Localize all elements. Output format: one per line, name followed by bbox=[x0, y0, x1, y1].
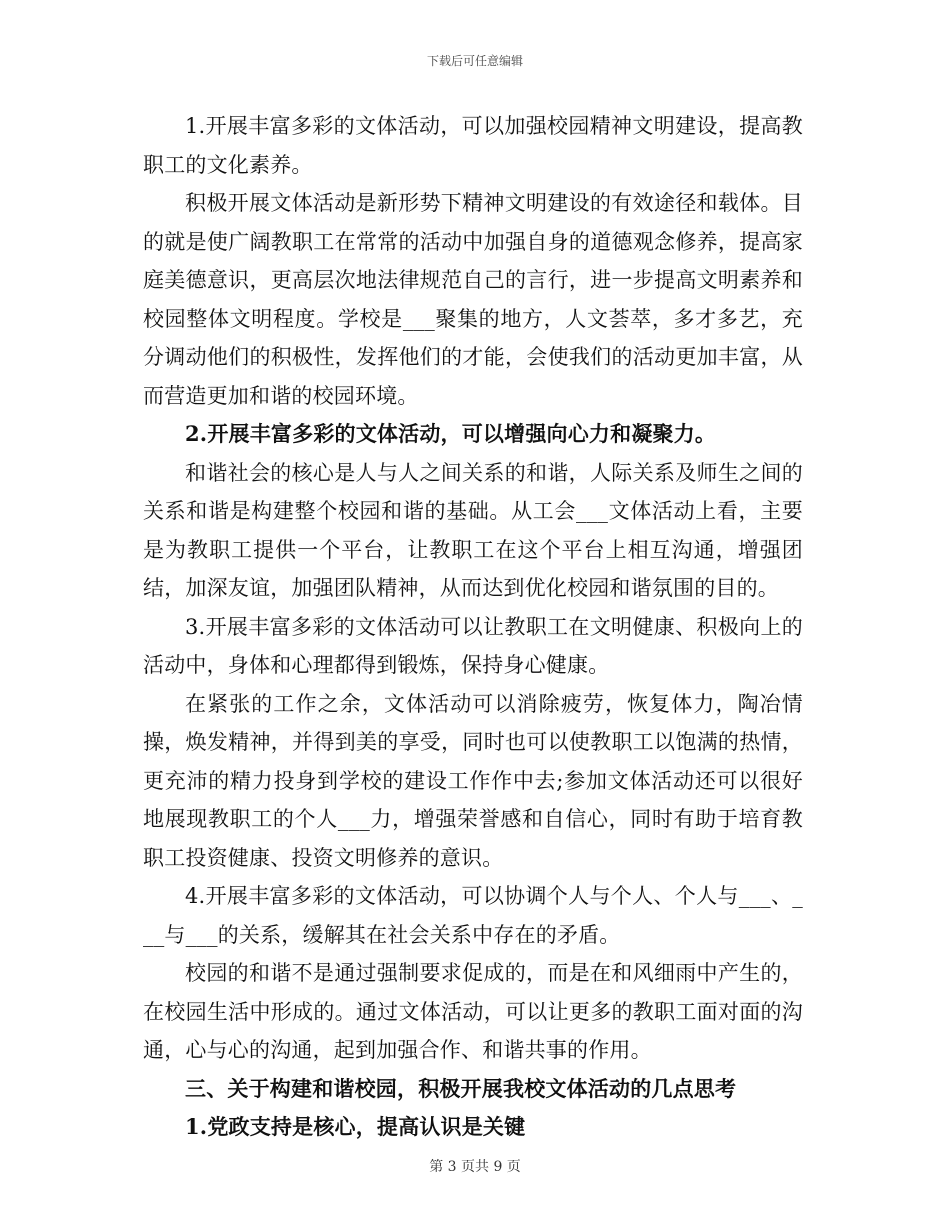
page-header: 下载后可任意编辑 bbox=[426, 54, 523, 68]
paragraph-5: 3.开展丰富多彩的文体活动可以让教职工在文明健康、积极向上的活动中，身体和心理都得到锻炼，保持身心健康。 bbox=[143, 614, 803, 677]
document-body bbox=[143, 107, 803, 1147]
chapter-heading-3: 三、关于构建和谐校园，积极开展我校文体活动的几点思考 bbox=[185, 1075, 737, 1101]
page-footer: 第 3 页共 9 页 bbox=[429, 1159, 521, 1175]
paragraph-4: 和谐社会的核心是人与人之间关系的和谐，人际关系及师生之间的关系和谐是构建整个校园和谐的基础。从工会___文体活动上看，主要是为教职工提供一个平台，让教职工在这个平台上相互沟通，增强团结，加深友谊，加强团队精神，从而达到优化校园和谐氛围的目的。 bbox=[143, 460, 803, 600]
section-heading-2: 2.开展丰富多彩的文体活动，可以增强向心力和凝聚力。 bbox=[185, 421, 717, 446]
subsection-heading-1: 1.党政支持是核心，提高认识是关键 bbox=[185, 1114, 526, 1139]
paragraph-7: 4.开展丰富多彩的文体活动，可以协调个人与个人、个人与___、___与___的关系，缓解其在社会关系中存在的矛盾。 bbox=[143, 884, 803, 947]
paragraph-6: 在紧张的工作之余，文体活动可以消除疲劳，恢复体力，陶冶情操，焕发精神，并得到美的享受，同时也可以使教职工以饱满的热情，更充沛的精力投身到学校的建设工作作中去;参加文体活动还可以很好地展现教职工的个人___力，增强荣誉感和自信心，同时有助于培育教职工投资健康、投资文明修养的意识。 bbox=[143, 691, 803, 870]
paragraph-1: 1.开展丰富多彩的文体活动，可以加强校园精神文明建设，提高教职工的文化素养。 bbox=[143, 114, 803, 177]
paragraph-8: 校园的和谐不是通过强制要求促成的，而是在和风细雨中产生的，在校园生活中形成的。通过文体活动，可以让更多的教职工面对面的沟通，心与心的沟通，起到加强合作、和谐共事的作用。 bbox=[143, 961, 803, 1062]
paragraph-2: 积极开展文体活动是新形势下精神文明建设的有效途径和载体。目的就是使广阔教职工在常常的活动中加强自身的道德观念修养，提高家庭美德意识，更高层次地法律规范自己的言行，进一步提高文明素养和校园整体文明程度。学校是___聚集的地方，人文荟萃，多才多艺，充分调动他们的积极性，发挥他们的才能，会使我们的活动更加丰富，从而营造更加和谐的校园环境。 bbox=[143, 191, 803, 408]
